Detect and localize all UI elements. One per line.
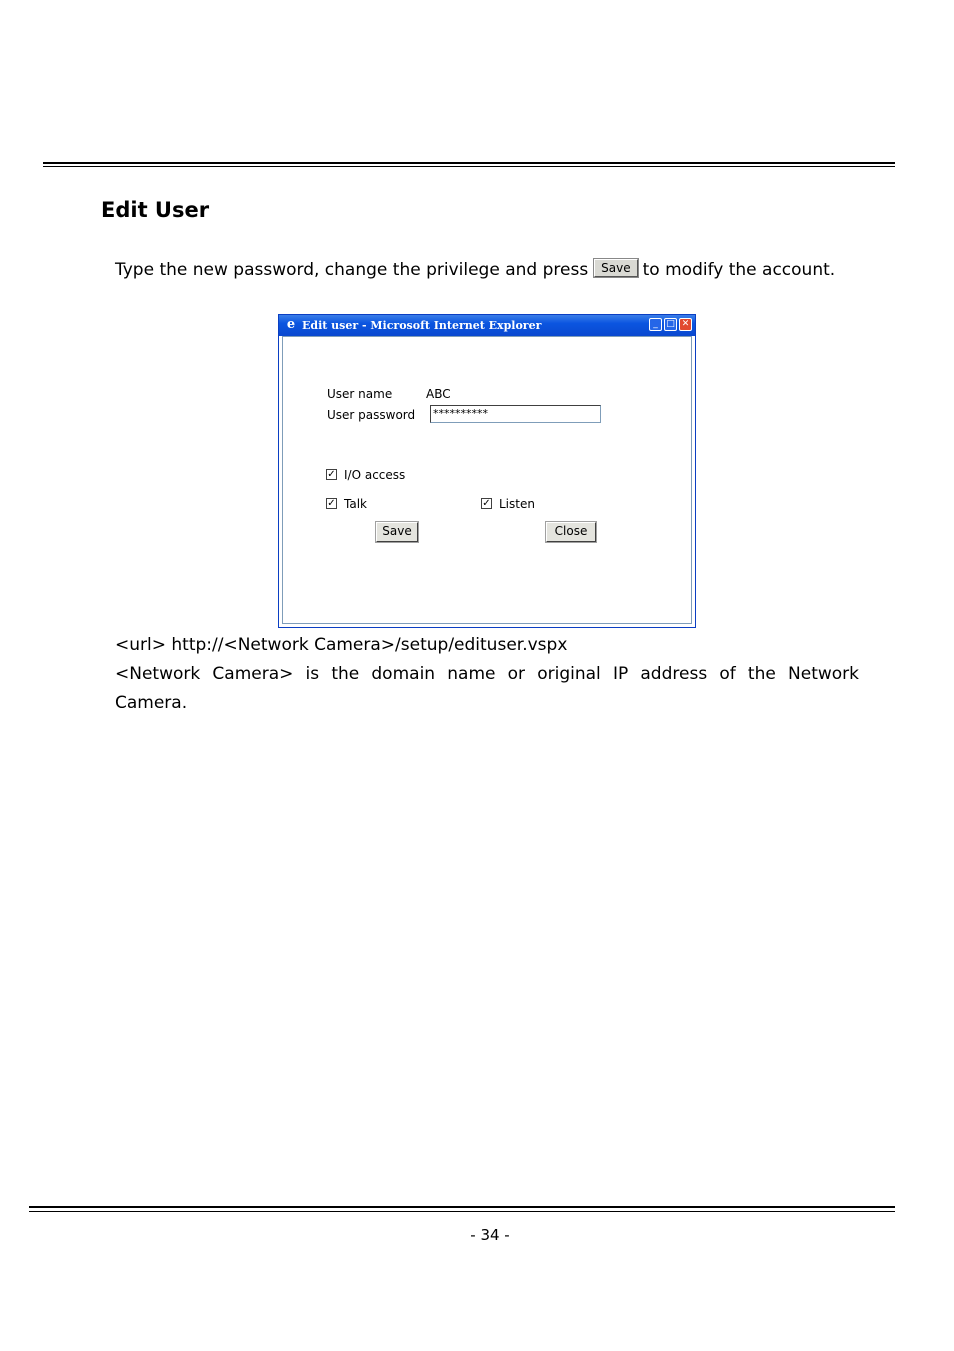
password-field[interactable]: **********: [430, 405, 601, 423]
footer-rule-top: [29, 1206, 895, 1208]
username-label: User name: [327, 387, 393, 401]
description-line-1: <Network Camera> is the domain name or original IP address of the Network: [115, 664, 859, 684]
description-line-2: Camera.: [115, 693, 188, 713]
intro-text-before: Type the new password, change the privilege and press: [115, 260, 589, 280]
io-access-checkbox[interactable]: ✓: [327, 469, 336, 480]
section-heading: Edit User: [101, 198, 210, 222]
window-title: Edit user - Microsoft Internet Explorer: [302, 319, 542, 332]
window-content: [282, 336, 692, 624]
intro-text-after: to modify the account.: [642, 260, 836, 280]
minimize-icon[interactable]: _: [649, 318, 662, 331]
save-button[interactable]: Save: [376, 522, 418, 542]
browser-window: [278, 314, 696, 628]
header-rule-bottom: [43, 166, 895, 167]
url-line: <url> http://<Network Camera>/setup/edituser.vspx: [115, 635, 568, 655]
inline-save-button: Save: [594, 259, 637, 277]
username-value: ABC: [426, 387, 451, 401]
footer-rule-bottom: [29, 1211, 895, 1212]
close-button[interactable]: Close: [546, 522, 596, 542]
listen-label: Listen: [499, 497, 535, 511]
header-rule-top: [43, 162, 895, 164]
io-access-label: I/O access: [344, 468, 406, 482]
intro-text: [115, 259, 835, 280]
page-number: - 34 -: [470, 1226, 510, 1244]
maximize-icon[interactable]: □: [664, 318, 677, 331]
internet-explorer-icon: e: [286, 317, 296, 332]
talk-checkbox[interactable]: ✓: [327, 498, 336, 509]
window-titlebar: [279, 315, 695, 336]
close-icon[interactable]: ✕: [679, 318, 692, 331]
talk-label: Talk: [344, 497, 367, 511]
password-label: User password: [327, 408, 416, 422]
listen-checkbox[interactable]: ✓: [482, 498, 491, 509]
